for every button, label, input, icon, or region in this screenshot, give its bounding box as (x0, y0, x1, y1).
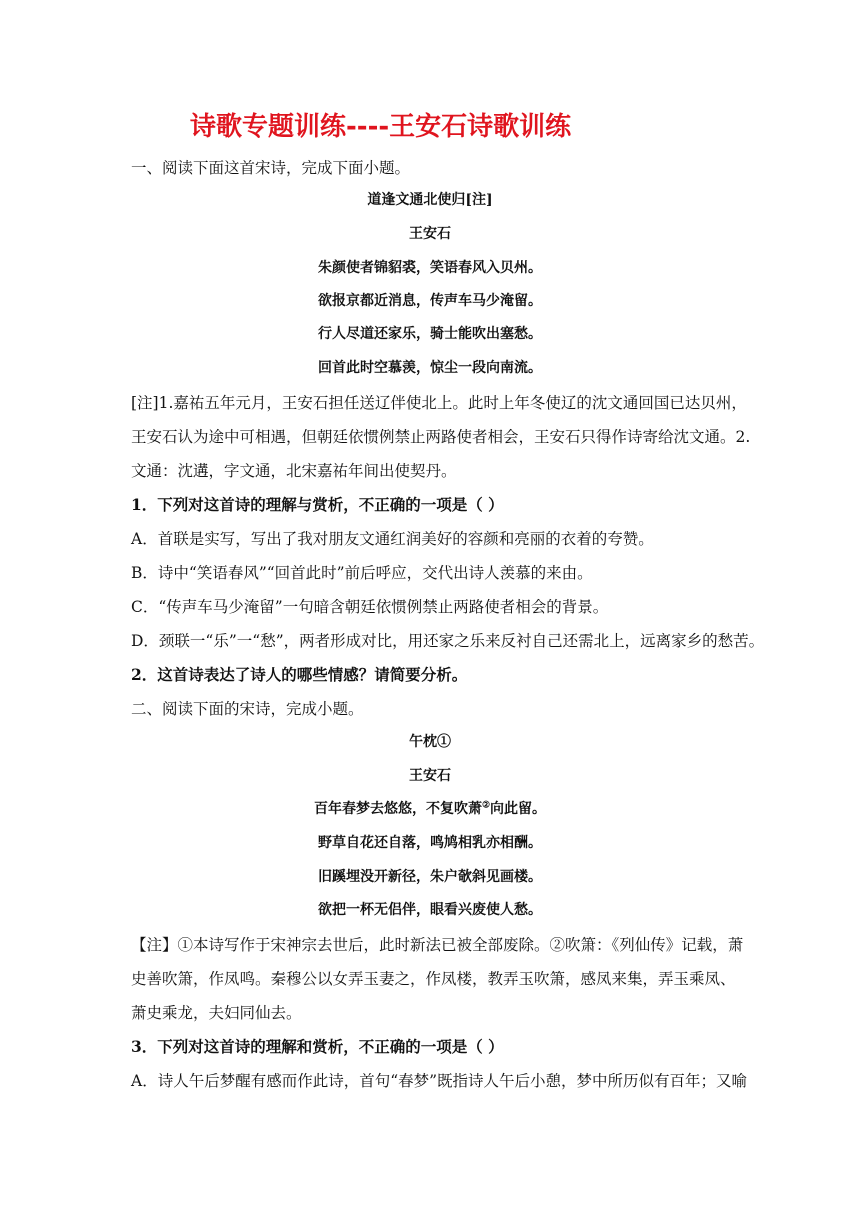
poem2-line1-part-b: 向此留。 (490, 801, 547, 817)
option-b: B．诗中“笑语春风”“回首此时”前后呼应，交代出诗人羡慕的来由。 (131, 564, 593, 582)
question-1: 1．下列对这首诗的理解与赏析，不正确的一项是（ ） (131, 495, 504, 514)
poem1-note-line: [注]1.嘉祐五年元月，王安石担任送辽伴使北上。此时上年冬使辽的沈文通回国已达贝州， (131, 394, 747, 412)
poem1-title: 道逢文通北使归[注] (367, 192, 493, 208)
poem2-author: 王安石 (409, 768, 451, 784)
document-title: 诗歌专题训练----王安石诗歌训练 (190, 112, 572, 142)
poem2-line1-part-a: 百年春梦去悠悠，不复吹萧 (313, 801, 482, 817)
poem2-line: 旧蹊埋没开新径，朱户欹斜见画楼。 (318, 869, 542, 885)
option-d: D．颈联一“乐”一“愁”，两者形成对比，用还家之乐来反衬自己还需北上，远离家乡的愁苦。 (131, 632, 765, 650)
section1-heading: 一、阅读下面这首宋诗，完成下面小题。 (131, 159, 411, 177)
poem1-line: 行人尽道还家乐，骑士能吹出塞愁。 (318, 326, 542, 342)
footnote-marker: ② (481, 800, 491, 811)
poem1-line: 朱颜使者锦貂裘，笑语春风入贝州。 (318, 260, 542, 276)
question-3: 3．下列对这首诗的理解和赏析，不正确的一项是（ ） (131, 1037, 504, 1056)
option-a: A．诗人午后梦醒有感而作此诗，首句“春梦”既指诗人午后小憩，梦中所历似有百年；又喻 (131, 1072, 748, 1090)
section2-heading: 二、阅读下面的宋诗，完成小题。 (131, 700, 364, 718)
poem2-note-line: 萧史乘龙，夫妇同仙去。 (131, 1004, 302, 1022)
poem2-line: 野草自花还自落，鸣鸠相乳亦相酬。 (318, 835, 542, 851)
poem2-line (0, 799, 860, 819)
poem1-note-line: 文通：沈遘，字文通，北宋嘉祐年间出使契丹。 (131, 462, 457, 480)
option-a: A．首联是实写，写出了我对朋友文通红润美好的容颜和亮丽的衣着的夸赞。 (131, 530, 654, 548)
poem2-title: 午枕① (409, 734, 451, 750)
poem1-note-line: 王安石认为途中可相遇，但朝廷依惯例禁止两路使者相会，王安石只得作诗寄给沈文通。2. (131, 428, 751, 446)
poem2-note-line: 史善吹箫，作凤鸣。秦穆公以女弄玉妻之，作凤楼，教弄玉吹箫，感凤来集，弄玉乘凤、 (131, 970, 736, 988)
question-2: 2．这首诗表达了诗人的哪些情感？请简要分析。 (131, 665, 468, 684)
poem2-line: 欲把一杯无侣伴，眼看兴废使人愁。 (318, 902, 542, 918)
poem2-note-line: 【注】①本诗写作于宋神宗去世后，此时新法已被全部废除。②吹箫：《列仙传》记载，萧 (131, 936, 744, 954)
poem1-author: 王安石 (409, 226, 451, 242)
poem1-line: 回首此时空慕羡，惊尘一段向南流。 (318, 360, 542, 376)
poem1-line: 欲报京都近消息，传声车马少淹留。 (318, 293, 542, 309)
option-c: C．“传声车马少淹留”一句暗含朝廷依惯例禁止两路使者相会的背景。 (131, 598, 609, 616)
